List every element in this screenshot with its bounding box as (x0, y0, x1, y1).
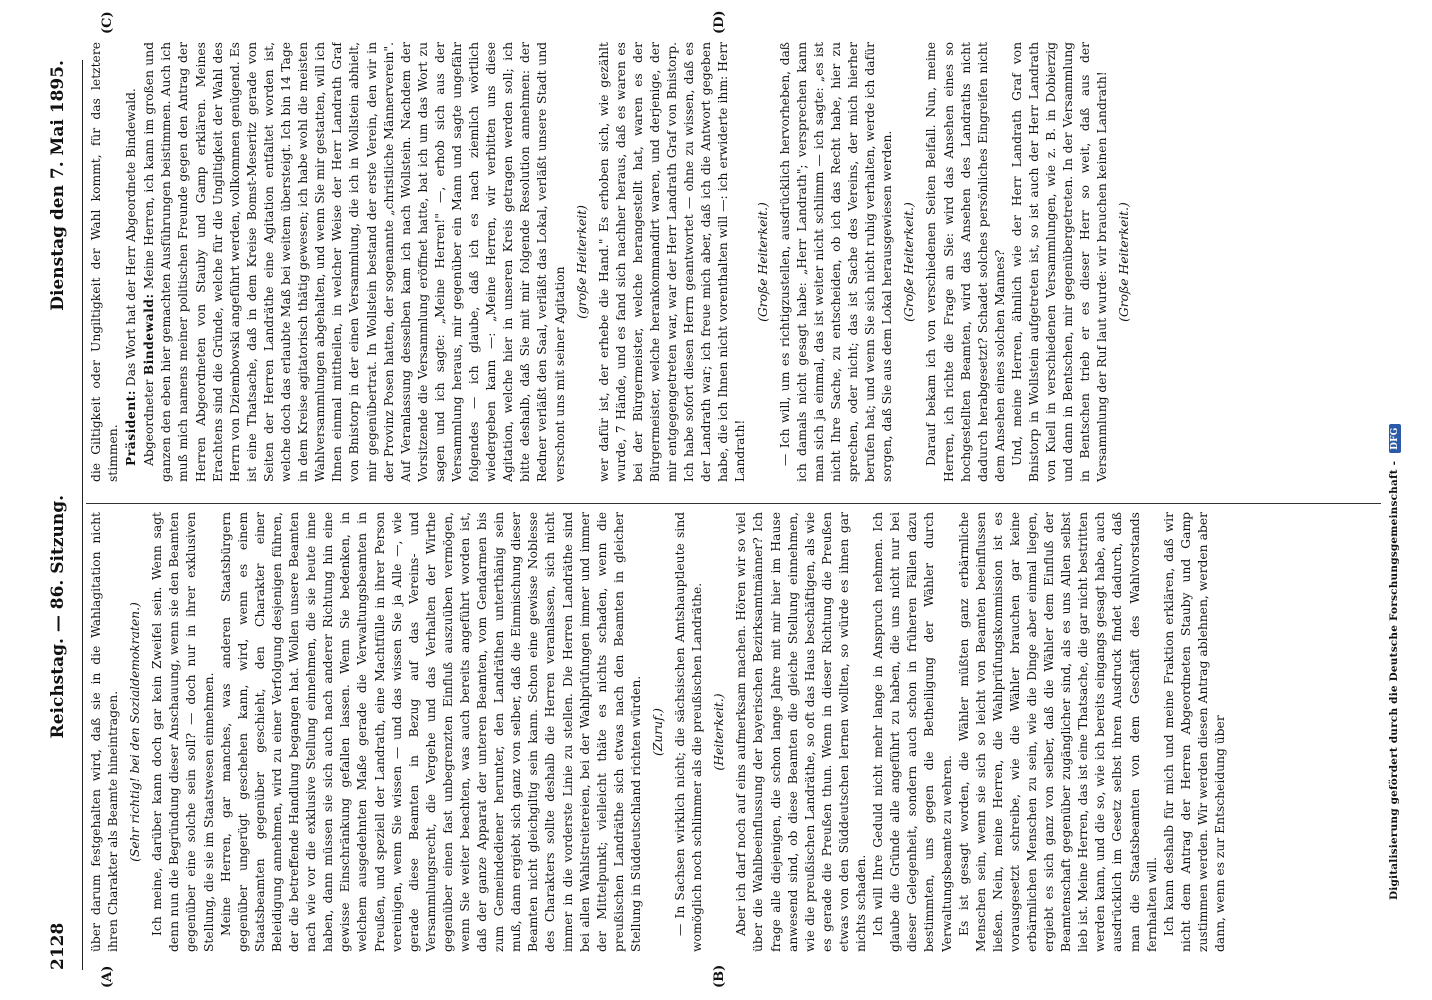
column-divider (86, 503, 1381, 504)
header-rule (82, 60, 83, 970)
paragraph: Ich meine, darüber kann doch gar kein Zweifel sein. Wenn sagt denn nun die Begründung dieser Anschauung, wenn sie den Beamten gegenüber eine solche sein soll? — doch nur in ihrer exklusiven Stellung, die sie im Staatswesen einnehmen. (150, 512, 216, 952)
speaker-name: Bindewald: (141, 293, 157, 376)
reaction: (Große Heiterkeit.) (1117, 202, 1132, 322)
speaker-name: Präsident: (123, 390, 139, 466)
speaker-paragraph (122, 42, 140, 482)
paragraph: über darum festgehalten wird, daß sie in die Wahlagitation nicht ihren Charakter als Beamte hineintragen. (89, 512, 121, 952)
reaction: (Sehr richtig! bei den Sozialdemokraten.) (128, 602, 143, 862)
paragraph: — Ich will, um es richtigzustellen, ausdrücklich hervorheben, daß ich damals nicht gesagt habe: „Herr Landrath"; versprechen kann man sich ja einmal, das ist weiter nicht schlimm — ich sagte: „es ist nicht Ihre Sache, zu entscheiden, ob ich das Recht habe, hier zu sprechen, oder nicht; das ist Sache des Vereins, der mich hierher berufen hat; und wenn Sie sich nicht ruhig verhalten, werde ich dafür sorgen, daß Sie aus dem Lokal herausgewiesen werden. (777, 42, 895, 482)
speaker-text: Meine Herren, ich kann im großen und ganzen den eben hier gemachten Ausführungen beistimmen. Auch ich muß mich namens meiner politischen Freunde gegen den Antrag der Herren Abgeordneten von Stauby und Gamp erklären. Meines Erachtens sind die Gründe, welche für die Ungiltigkeit der Wahl des Herrn von Dziembowski angeführt werden, vollkommen genügend. Es ist eine Thatsache, daß in dem Kreise Bomst-Meseritz gerade von Seiten der Herren Landräthe eine Agitation entfaltet worden ist, welche doch das erlaubte Maß bei weitem übersteigt. Ich bin 14 Tage in dem Kreise agitatorisch thätig gewesen; ich habe wohl die meisten Wahlversammlungen abgehalten, und wenn Sie mir gestatten, will ich Ihnen einmal mittheilen, in welcher Weise der Herr Landrath Graf von Bnistorp in der einen Versammlung, die ich in Wollstein abhielt, mir gegenübertrat. In Wollstein bestand der erste Verein, den wir in der Provinz Posen hatten, der sogenannte „christliche Männerverein". Auf Veranlassung desselben kam ich nach Wollstein. Nachdem der Vorsitzende die Versammlung eröffnet hatte, bat ich um das Wort zu sagen und ich sagte: „Meine Herren!" —, erhob sich aus der Versammlung heraus, mir gegenüber ein Mann und sagte ungefähr folgendes — ich glaube, daß ich es nach ziemlich wörtlich wiedergeben kann —: „Meine Herren, wir verbitten uns diese Agitation, welche hier in unseren Kreis getragen werden soll; ich bitte deshalb, daß Sie mit mir folgende Resolution annehmen: der Redner verläßt den Saal, verläßt das Lokal, verläßt unsere Stadt und verschont uns mit seiner Agitation (142, 42, 567, 482)
margin-marker-a: (A) (100, 965, 115, 988)
right-column (88, 42, 1378, 482)
paragraph: wer dafür ist, der erhebe die Hand." Es erhoben sich, wie gezählt wurde, 7 Hände, und es fand sich nachher heraus, daß es waren es bei der Bürgermeister, welche herangestellt hat, waren es der Bürgermeister, welche herankommandirt waren, und derjenige, der mir entgegengetreten war, war der Herr Landrath Graf von Bnistorp. Ich habe sofort diesen Herrn geantwortet — ohne zu wissen, daß es der Landrath war; ich freue mich aber, daß ich die Antwort gegeben habe, die ich Ihnen nicht vorenthalten will —: ich erwiderte ihm: Herr Landrath! (596, 42, 748, 482)
page-number: 2128 (48, 922, 68, 970)
session-date: Dienstag den 7. Mai 1895. (48, 60, 68, 311)
margin-marker-c: (C) (100, 11, 115, 34)
paragraph: Meine Herren, gar manches, was anderen Staatsbürgern gegenüber ungerügt geschehen kann, wird, wenn es einem Staatsbeamten gegenüber geschieht, den Charakter einer Beleidigung annehmen, wird zu einer Verfolgung desjenigen führen, der die betreffende Handlung begangen hat. Wollen unsere Beamten nach wie vor die exklusive Stellung einnehmen, die sie heute inne haben, dann müssen sie sich auch nach anderer Richtung hin eine gewisse Einschränkung gefallen lassen. Wenn Sie bedenken, in welchem ausgedehnten Maße gerade die Verwaltungsbeamten in Preußen, und speziell der Landrath, eine Machtfülle in ihrer Person vereinigen, wenn Sie wissen — und das wissen Sie ja Alle —, wie gerade diese Beamten in Bezug auf das Vereins- und Versammlungsrecht, die Vergehe und das Verhalten der Wirthe gegenüber einen fast unbegrenzten Einfluß auszuüben vermögen, wenn Sie weiter beachten, was auch bereits angeführt worden ist, daß der ganze Apparat der unteren Beamten, vom Gendarmen bis zum Gemeindediener herunter, den Landräthen unterthänig sein muß, dann ergiebt sich ganz von selber, daß die Einmischung dieser Beamten nicht gleichgiltig sein kann. Schon eine gewisse Noblesse des Charakters sollte deshalb die Herren veranlassen, sich nicht immer in die vorderste Linie zu stellen. Die Herren Landräthe sind bei allen Wahlstreitereien, bei der Wahlprüfungen immer und immer der Mittelpunkt; vielleicht thäte es nichts schaden, wenn die preußischen Landräthe sich etwas nach den Beamten in gleicher Stellung in Süddeutschland richten würden. (218, 512, 643, 952)
paragraph: Darauf bekam ich von verschiedenen Seiten Beifall. Nun, meine Herren, ich richte die Frage an Sie: wird das Ansehen eines so hochgestellten Beamten, wird das Ansehen des Landraths nicht dadurch herabgesetzt? Schadet solches persönliches Eingreifen nicht dem Ansehen eines solchen Mannes? (924, 42, 1007, 482)
paragraph: Und, meine Herren, ähnlich wie der Herr Landrath Graf von Bnistorp in Wollstein aufgetreten ist, so ist auch der Herr Landrath von Kuell in verschiedenen Versammlungen, wie z. B. in Dobierzig und dann in Bentschen, mir gegenübergetreten. In der Versammlung in Bentschen trieb er es dieser Herr so weit, daß aus der Versammlung der Ruf laut wurde: wir brauchen keinen Landrath! (1009, 42, 1110, 482)
paragraph: Ich kann deshalb für mich und meine Fraktion erklären, daß wir nicht dem Antrag der Herren Abgeordneten Stauby und Gamp zustimmen werden. Wir werden diesen Antrag ablehnen, werden aber dann, wenn es zur Entscheidung über (1161, 512, 1227, 952)
paragraph: Es ist gesagt worden, die Wähler müßten ganz erbärmliche Menschen sein, wenn sie sich so leicht von Beamten beeinflussen ließen. Nein, meine Herren, die Wahlprüfungskommission ist es vorausgesetzt schreibe, wie die Wähler brauchen gar keine erbärmlichen Menschen zu sein, wie die Dinge aber einmal liegen, ergiebt es sich ganz von selber, daß die Wähler dem Einfluß der Beamtenschaft gegenüber zugänglicher sind, als es uns Allen selbst lieb ist. Meine Herren, das ist eine Thatsache, die gar nicht bestritten werden kann, und die so, wie ich bereits eingangs gesagt habe, auch ausdrücklich im Gesetz selbst ihren Ausdruck findet dadurch, daß man die Staatsbeamten von dem Geschäft des Wahlvorstands fernhalten will. (956, 512, 1159, 952)
paragraph: die Giltigkeit oder Ungiltigkeit der Wahl kommt, für das letztere stimmen. (89, 42, 121, 482)
reaction: (Zuruf.) (651, 708, 665, 756)
digitization-credit (1388, 424, 1401, 900)
reaction: (Heiterkeit.) (712, 693, 727, 771)
speaker-text: Das Wort hat der Herr Abgeordnete Bindewald. (124, 88, 139, 387)
margin-marker-b: (B) (712, 964, 727, 988)
session-title: Reichstag. — 86. Sitzung. (48, 494, 68, 739)
speaker-title: Abgeordneter (142, 379, 157, 466)
reaction: (Große Heiterkeit.) (755, 202, 770, 322)
credit-text: Digitalisierung gefördert durch die Deutsche Forschungsgemeinschaft - (1388, 460, 1400, 900)
reaction: (große Heiterkeit) (574, 205, 589, 319)
paragraph: — In Sachsen wirklich nicht; die sächsischen Amtshauptleute sind womöglich noch schlimmer als die preußischen Landräthe. (673, 512, 705, 952)
paragraph: Ich will Ihre Geduld nicht mehr lange in Anspruch nehmen. Ich glaube die Gründe alle angeführt zu haben, die uns nicht nur bei dieser Gelegenheit, sondern auch schon in früheren Fällen dazu bestimmten, uns gegen die Betheiligung der Wähler durch Verwaltungsbeamte zu wehren. (871, 512, 954, 952)
margin-marker-d: (D) (712, 10, 727, 34)
speaker-paragraph (140, 42, 568, 482)
dfg-logo: DFG (1389, 424, 1401, 452)
paragraph: Aber ich darf noch auf eins aufmerksam machen. Hören wir so viel über die Wahlbeeinflussung der bayerischen Bezirksamtmänner? Ich frage alle diejenigen, die schon lange Jahre mit mir hier im Hause anwesend sind, ob diese Beamten die gleiche Stellung einnehmen, wie die preußischen Landräthe, so oft das Haus beschäftigen, als wie es gerade die Preußen thun. Wenn in dieser Richtung die Preußen etwas von den Süddeutschen lernen wollten, so würde es ihnen gar nichts schaden. (734, 512, 869, 952)
page-header (48, 60, 76, 970)
left-column (88, 512, 1378, 952)
reaction: (Große Heiterkeit.) (902, 202, 917, 322)
